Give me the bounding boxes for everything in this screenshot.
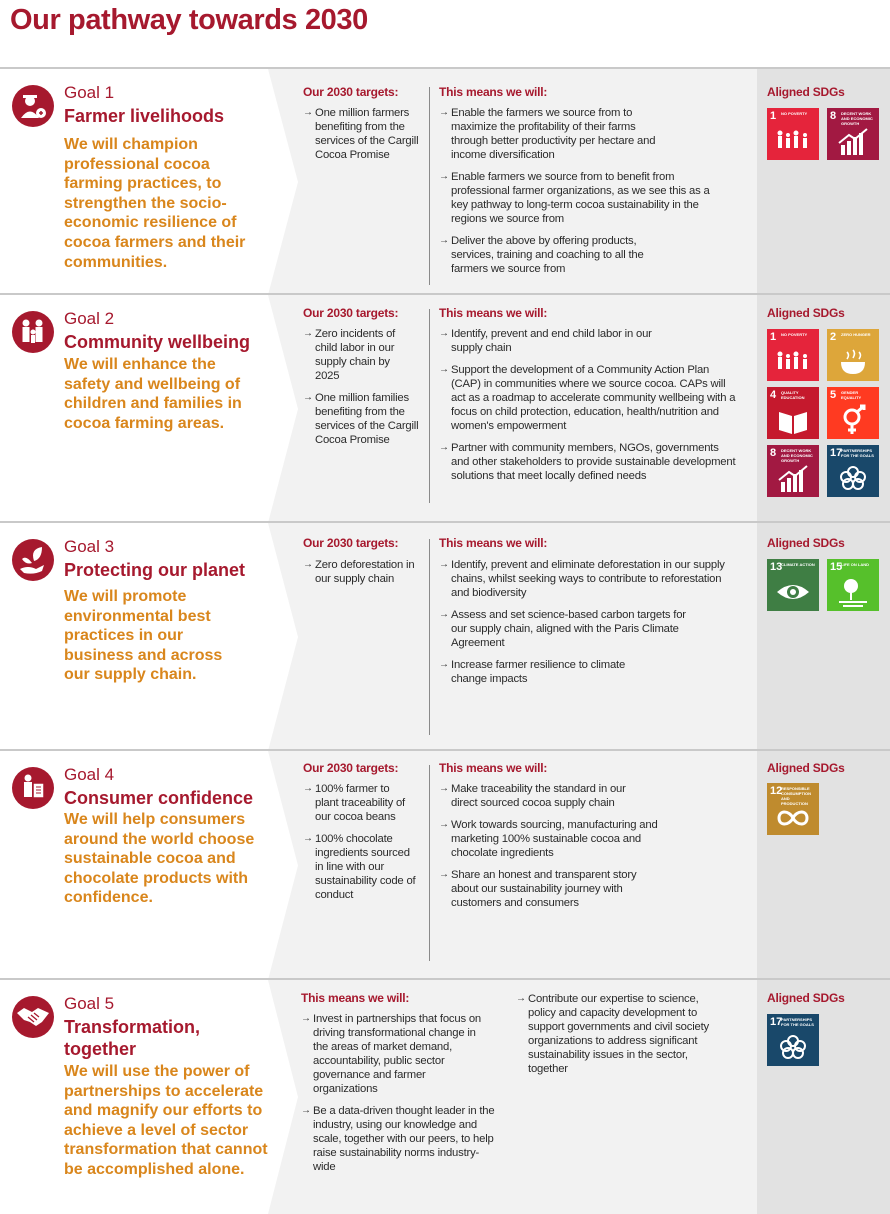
sdg-heading: Aligned SDGs [767,991,845,1005]
action-item: → Partner with community members, NGOs, governments and other stakeholders to provide sustainable development solutions that meet locally defined needs [439,441,739,483]
sdg-column [757,69,890,295]
target-item: → Zero deforestation in our supply chain [303,558,415,586]
sdg-4-quality-education-icon: 4 QUALITY EDUCATION [767,387,819,439]
sdg-17-partnerships-icon: 17 PARTNERSHIPS FOR THE GOALS [827,445,879,497]
sdg-12-responsible-consumption-icon: 12 RESPONSIBLE CONSUMPTION AND PRODUCTION [767,783,819,835]
actions-heading: This means we will: [439,761,548,775]
goal-description: We will champion professional cocoa farming practices, to strengthen the socio-economic resilience of cocoa farmers and their communities. [64,136,246,271]
sdg-column [757,523,890,751]
goal-row-2 [0,293,890,523]
targets-list [303,558,421,594]
action-item: → Increase farmer resilience to climate change impacts [439,658,639,686]
goal-description: We will help consumers around the world choose sustainable cocoa and chocolate products with confidence. [64,811,255,907]
action-item: → Identify, prevent and end child labor in our supply chain [439,327,669,355]
sdg-1-no-poverty-icon: 1 NO POVERTY [767,329,819,381]
sdg-2-zero-hunger-icon: 2 ZERO HUNGER [827,329,879,381]
targets-list [303,327,421,455]
action-item: → Identify, prevent and eliminate deforestation in our supply chains, whilst seeking ways to contribute to reforestation and biodiversity [439,558,734,600]
goal-row-5 [0,978,890,1214]
shopper-icon [12,767,54,809]
column-divider [429,87,430,285]
page-title: Our pathway towards 2030 [10,4,368,36]
action-item: → Be a data-driven thought leader in the industry, using our knowledge and scale, together with our peers, to help raise sustainability norms industry-wide [301,1104,496,1174]
column-divider [429,309,430,503]
column-divider [429,539,430,735]
handshake-icon [12,996,54,1038]
goal-number: Goal 2 [64,309,115,328]
goal-name: Community wellbeing [64,332,251,352]
targets-heading: Our 2030 targets: [303,761,399,775]
actions-list [439,106,734,284]
actions-list [301,1012,501,1182]
actions-list [439,782,739,918]
sdg-heading: Aligned SDGs [767,85,845,99]
goal-number: Goal 1 [64,83,115,102]
actions-heading: This means we will: [301,991,410,1005]
goal-number: Goal 5 [64,994,115,1013]
goal-name: Consumer confidence [64,788,254,808]
goal-name: Transformation, together [64,1017,201,1059]
column-divider [429,765,430,961]
action-item: → Invest in partnerships that focus on driving transformational change in the areas of market demand, accountability, public sector governance and farmer organizations [301,1012,481,1096]
target-item: → 100% chocolate ingredients sourced in line with our sustainability code of conduct [303,832,419,902]
goal-row-4 [0,749,890,980]
sdg-heading: Aligned SDGs [767,761,845,775]
target-item: → 100% farmer to plant traceability of our cocoa beans [303,782,409,824]
action-item: → Contribute our expertise to science, policy and capacity development to support governments and civil society organizations to address significant sustainability issues in the sector, together [516,992,712,1076]
action-item: → Deliver the above by offering products, services, training and coaching to all the farmers we source from [439,234,664,276]
action-item: → Assess and set science-based carbon targets for our supply chain, aligned with the Paris Climate Agreement [439,608,689,650]
plant-hand-icon [12,539,54,581]
action-item: → Work towards sourcing, manufacturing and marketing 100% sustainable cocoa and chocolate ingredients [439,818,667,860]
goal-description: We will enhance the safety and wellbeing of children and families in cocoa farming areas. [64,356,242,432]
actions-heading: This means we will: [439,85,548,99]
sdg-heading: Aligned SDGs [767,306,845,320]
actions-heading: This means we will: [439,536,548,550]
family-icon [12,311,54,353]
action-item: → Share an honest and transparent story about our sustainability journey with customers and consumers [439,868,664,910]
targets-list [303,106,421,170]
goal-number: Goal 3 [64,537,115,556]
targets-list [303,782,421,910]
actions-list [439,558,739,694]
farmer-icon [12,85,54,127]
action-item: → Enable the farmers we source from to maximize the profitability of their farms through better productivity per hectare and income diversification [439,106,659,162]
action-item: → Support the development of a Community Action Plan (CAP) in communities where we source cocoa. CAPs will act as a roadmap to accelerate community wellbeing with a focus on child protection, education, health/nutrition and women's empowerment [439,363,739,433]
sdg-15-life-on-land-icon: 15 LIFE ON LAND [827,559,879,611]
targets-heading: Our 2030 targets: [303,306,399,320]
sdg-heading: Aligned SDGs [767,536,845,550]
sdg-13-climate-action-icon: 13 CLIMATE ACTION [767,559,819,611]
target-item: → One million farmers benefiting from the services of the Cargill Cocoa Promise [303,106,421,162]
goal-name: Protecting our planet [64,560,246,580]
targets-heading: Our 2030 targets: [303,85,399,99]
action-item: → Enable farmers we source from to benefit from professional farmer organizations, as we see this as a key pathway to long-term cocoa sustainability in the regions we source from [439,170,714,226]
goal-description: We will use the power of partnerships to accelerate and magnify our efforts to achieve a level of sector transformation that cannot be accomplished alone. [64,1063,268,1178]
sdg-8-decent-work-icon: 8 DECENT WORK AND ECONOMIC GROWTH [767,445,819,497]
action-item: → Make traceability the standard in our direct sourced cocoa supply chain [439,782,654,810]
actions-heading: This means we will: [439,306,548,320]
sdg-17-partnerships-icon: 17 PARTNERSHIPS FOR THE GOALS [767,1014,819,1066]
target-item: → One million families benefiting from the services of the Cargill Cocoa Promise [303,391,421,447]
goal-description: We will promote environmental best practices in our business and across our supply chain. [64,588,223,684]
target-item: → Zero incidents of child labor in our supply chain by 2025 [303,327,403,383]
goal-row-3 [0,521,890,751]
actions-list-continued [516,992,716,1084]
targets-heading: Our 2030 targets: [303,536,399,550]
sdg-1-no-poverty-icon: 1 NO POVERTY [767,108,819,160]
sdg-8-decent-work-icon: 8 DECENT WORK AND ECONOMIC GROWTH [827,108,879,160]
goal-name: Farmer livelihoods [64,106,225,126]
actions-list [439,327,739,491]
goal-number: Goal 4 [64,765,115,784]
goal-row-1 [0,67,890,295]
sdg-5-gender-equality-icon: 5 GENDER EQUALITY [827,387,879,439]
